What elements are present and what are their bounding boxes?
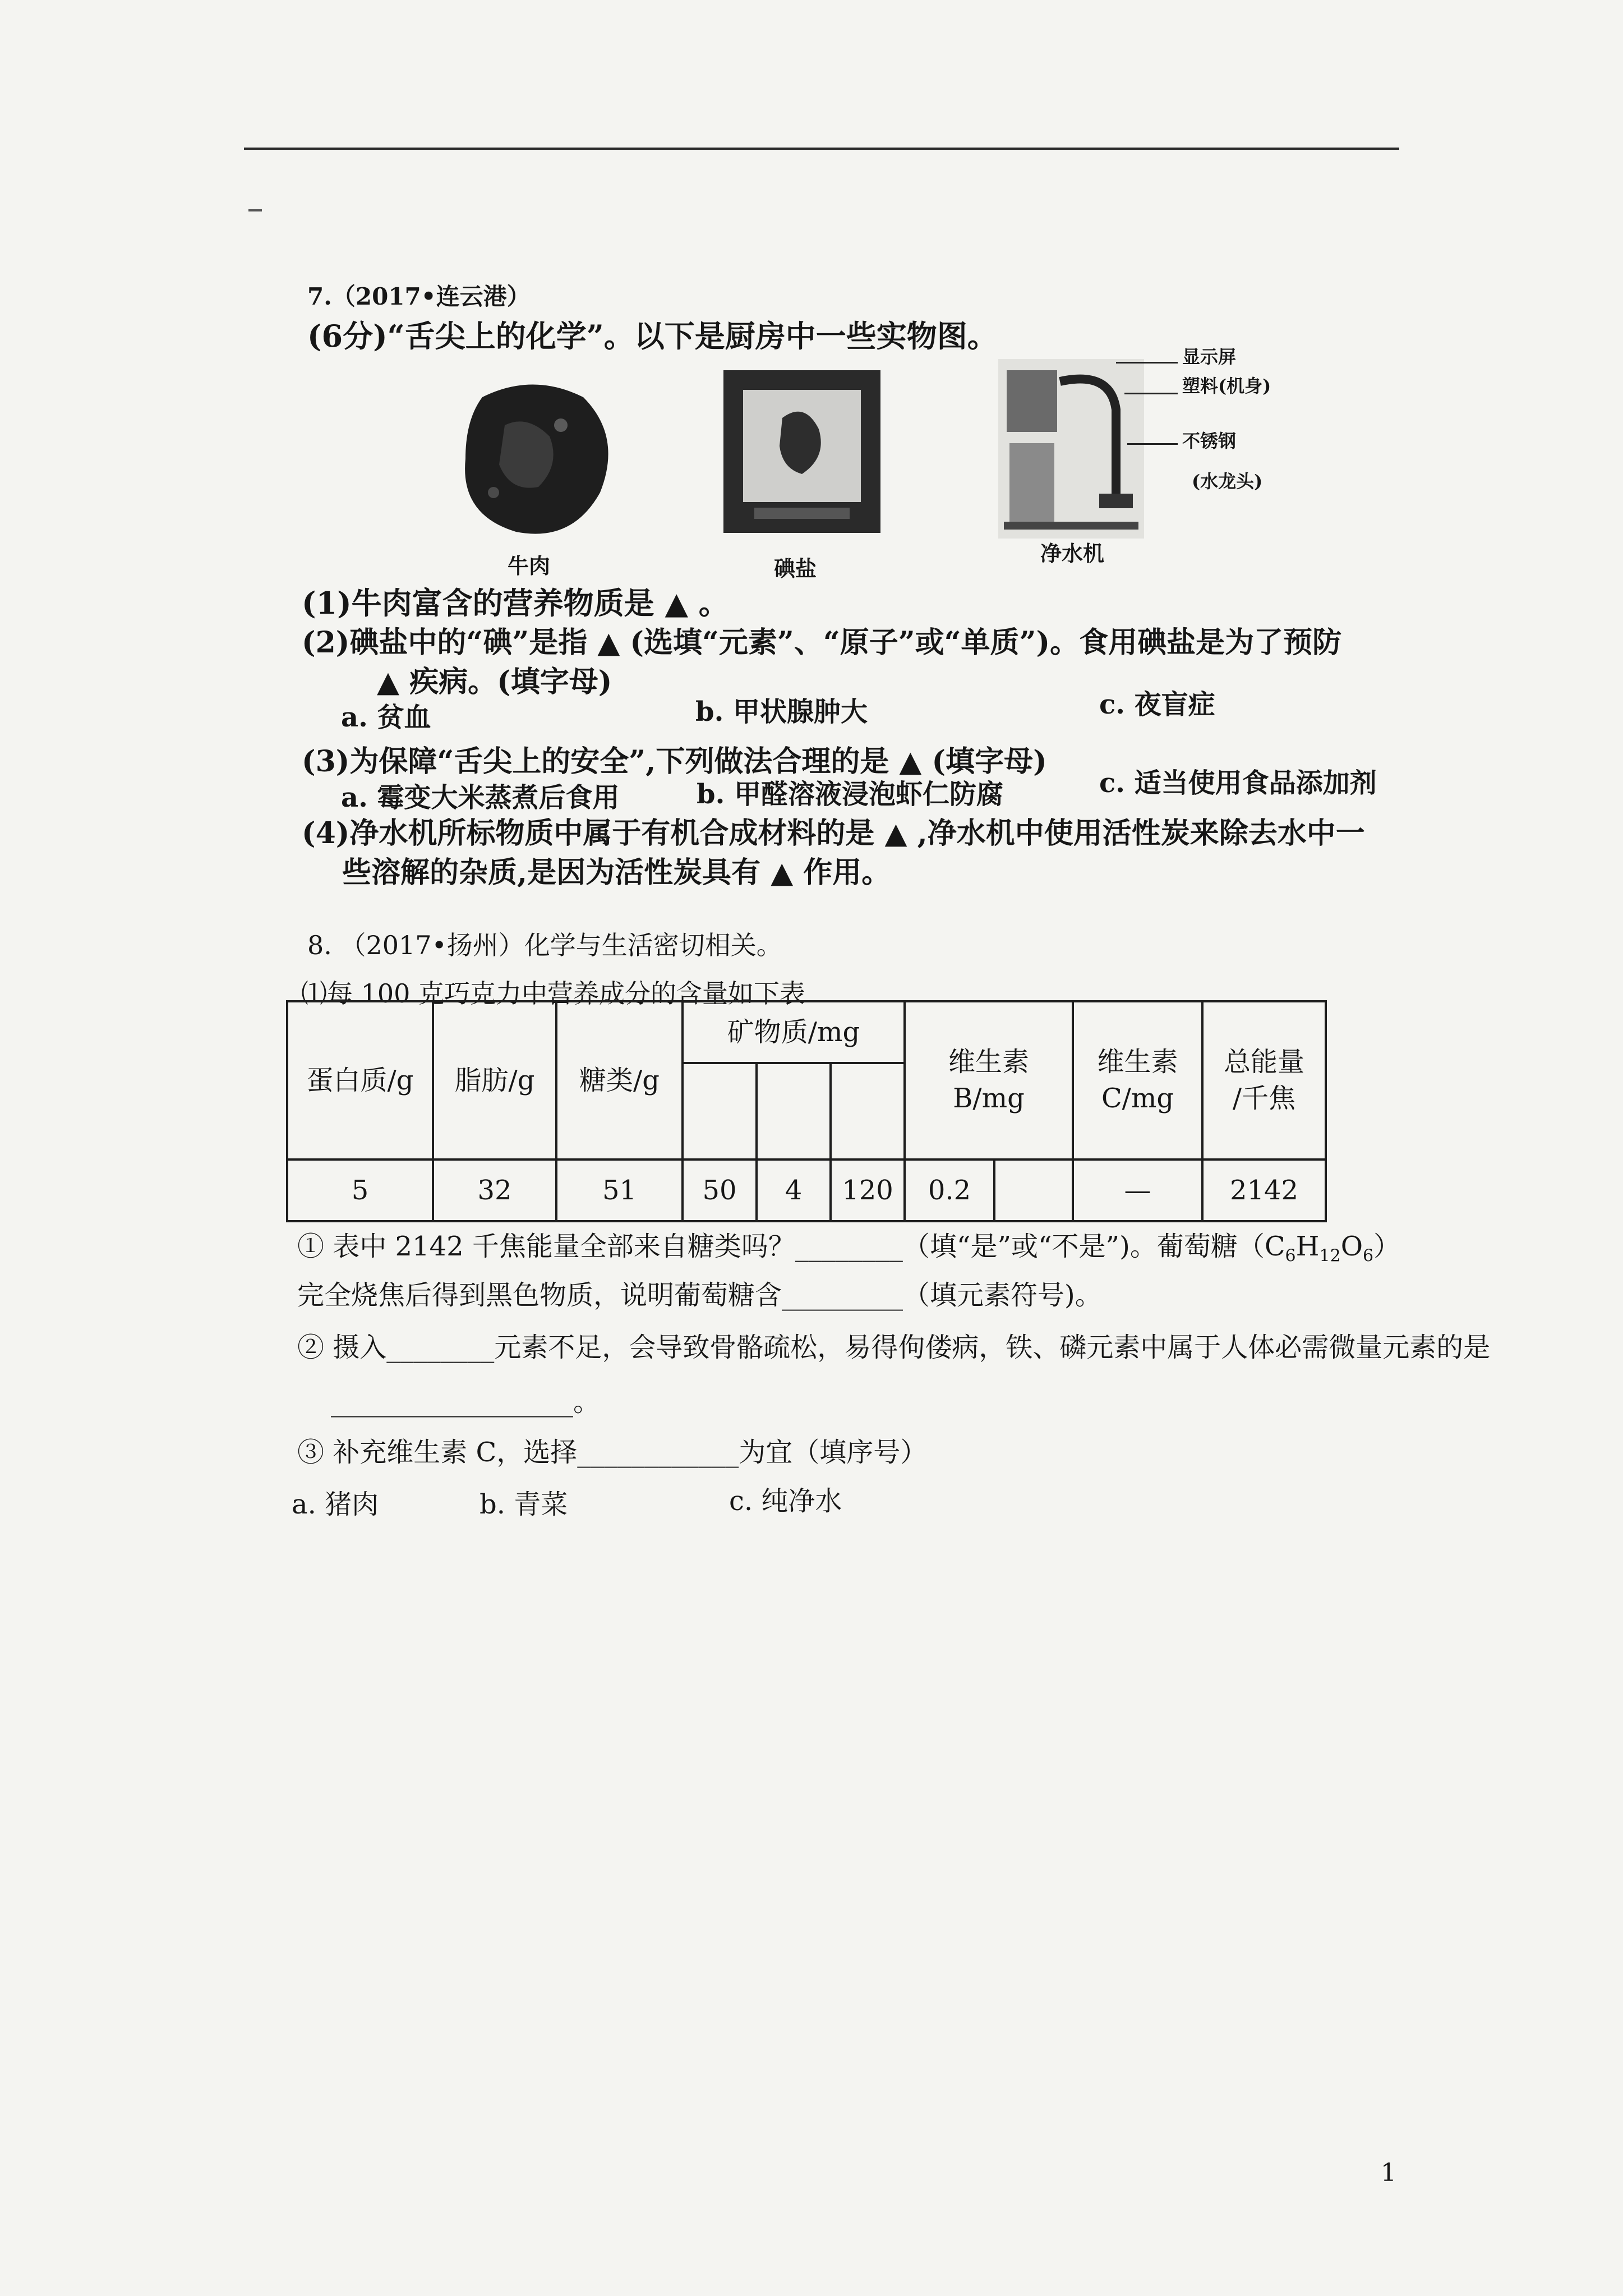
q7-part2b: ▲ 疾病。(填字母) xyxy=(377,665,612,699)
q7-opt-b: b. 甲状腺肿大 xyxy=(695,696,868,728)
q7-part1: (1)牛肉富含的营养物质是 ▲ 。 xyxy=(302,585,729,621)
label-steel: 不锈钢 xyxy=(1182,430,1237,452)
q7-part3-b: b. 甲醛溶液浸泡虾仁防腐 xyxy=(697,779,1003,810)
q8-line5: ③ 补充维生素 C，选择____________为宜（填序号） xyxy=(297,1437,928,1468)
q7-part2: (2)碘盐中的“碘”是指 ▲ (选填“元素”、“原子”或“单质”)。食用碘盐是为了预防 xyxy=(302,625,1342,660)
mineral-subcell-1 xyxy=(683,1063,757,1159)
q7-opt-c: c. 夜盲症 xyxy=(1099,689,1215,720)
q7-header: 7.（2017•连云港） xyxy=(307,283,531,310)
label-line-3 xyxy=(1127,443,1178,445)
header-minerals: 矿物质/mg xyxy=(683,1001,905,1063)
label-faucet: (水龙头) xyxy=(1192,471,1263,492)
q8-sub-12: 12 xyxy=(1319,1246,1341,1266)
header-energy-line1: 总能量 xyxy=(1224,1046,1305,1078)
cell-mineral-2: 4 xyxy=(757,1159,831,1221)
q8-option-a: a. 猪肉 xyxy=(292,1489,379,1520)
q8-h: H xyxy=(1295,1231,1320,1262)
q8-o: O xyxy=(1340,1231,1363,1262)
cell-sugar: 51 xyxy=(556,1159,683,1221)
cell-vitamin-b-empty xyxy=(994,1159,1073,1221)
q8-line3: ② 摄入________元素不足，会导致骨骼疏松，易得佝偻病，铁、磷元素中属于人体必需微量元素的是 xyxy=(297,1332,1491,1363)
q8-sub-6b: 6 xyxy=(1363,1246,1374,1266)
q8-line4: __________________。 xyxy=(331,1386,601,1418)
cell-vitamin-c: — xyxy=(1073,1159,1202,1221)
header-vitamin-c-line2: C/mg xyxy=(1101,1083,1174,1114)
q8-sub-6a: 6 xyxy=(1285,1246,1296,1266)
q7-part3-a: a. 霉变大米蒸煮后食用 xyxy=(341,782,620,813)
q7-part3: (3)为保障“舌尖上的安全”,下列做法合理的是 ▲ (填字母) xyxy=(302,744,1047,779)
header-vitamin-b-line1: 维生素 xyxy=(948,1046,1030,1078)
water-purifier-photo xyxy=(998,359,1144,539)
header-vitamin-b-line2: B/mg xyxy=(953,1083,1025,1114)
q8-line1-end: ） xyxy=(1373,1231,1401,1262)
margin-mark xyxy=(248,209,262,211)
header-sugar: 糖类/g xyxy=(556,1001,683,1159)
caption-salt: 碘盐 xyxy=(774,556,817,581)
header-protein: 蛋白质/g xyxy=(287,1001,433,1159)
cell-vitamin-b: 0.2 xyxy=(905,1159,994,1221)
mineral-subcell-3 xyxy=(831,1063,905,1159)
header-vitamin-b xyxy=(905,1001,1073,1159)
label-line-1 xyxy=(1116,362,1178,364)
header-vitamin-c xyxy=(1073,1001,1202,1159)
q7-part4b: 些溶解的杂质,是因为活性炭具有 ▲ 作用。 xyxy=(342,855,891,890)
cell-protein: 5 xyxy=(287,1159,433,1221)
cell-mineral-3: 120 xyxy=(831,1159,905,1221)
page-number: 1 xyxy=(1381,2159,1396,2187)
header-rule xyxy=(244,148,1399,150)
q7-intro: (6分)“舌尖上的化学”。以下是厨房中一些实物图。 xyxy=(307,318,998,354)
header-energy-line2: /千焦 xyxy=(1232,1083,1296,1114)
cell-fat: 32 xyxy=(433,1159,556,1221)
header-vitamin-c-line1: 维生素 xyxy=(1097,1046,1178,1078)
caption-purifier: 净水机 xyxy=(1040,541,1105,566)
header-fat: 脂肪/g xyxy=(433,1001,556,1159)
label-plastic: 塑料(机身) xyxy=(1182,375,1271,397)
caption-beef: 牛肉 xyxy=(508,553,551,578)
q8-line2: 完全烧焦后得到黑色物质，说明葡萄糖含_________（填元素符号)。 xyxy=(297,1280,1102,1311)
q7-opt-a: a. 贫血 xyxy=(341,702,431,733)
q8-header: 8. （2017•扬州）化学与生活密切相关。 xyxy=(307,930,782,960)
cell-mineral-1: 50 xyxy=(683,1159,757,1221)
mineral-subcell-2 xyxy=(757,1063,831,1159)
q7-part3-c: c. 适当使用食品添加剂 xyxy=(1099,767,1377,799)
header-energy xyxy=(1202,1001,1326,1159)
salt-bag-photo xyxy=(721,367,883,536)
nutrition-table xyxy=(286,1000,1327,1222)
q8-line1 xyxy=(297,1233,1400,1265)
q8-option-c: c. 纯净水 xyxy=(729,1485,842,1517)
q7-part4: (4)净水机所标物质中属于有机合成材料的是 ▲ ,净水机中使用活性炭来除去水中一 xyxy=(302,816,1365,850)
label-line-2 xyxy=(1124,393,1178,394)
label-display: 显示屏 xyxy=(1182,346,1237,367)
cell-energy: 2142 xyxy=(1202,1159,1326,1221)
q8-line1-text: ① 表中 2142 千焦能量全部来自糖类吗？________（填“是”或“不是”)。葡萄糖（C xyxy=(297,1231,1285,1262)
q8-table-caption: ⑴每 100 克巧克力中营养成分的含量如下表 xyxy=(301,978,806,1009)
beef-photo xyxy=(443,375,623,543)
q8-option-b: b. 青菜 xyxy=(479,1489,568,1520)
